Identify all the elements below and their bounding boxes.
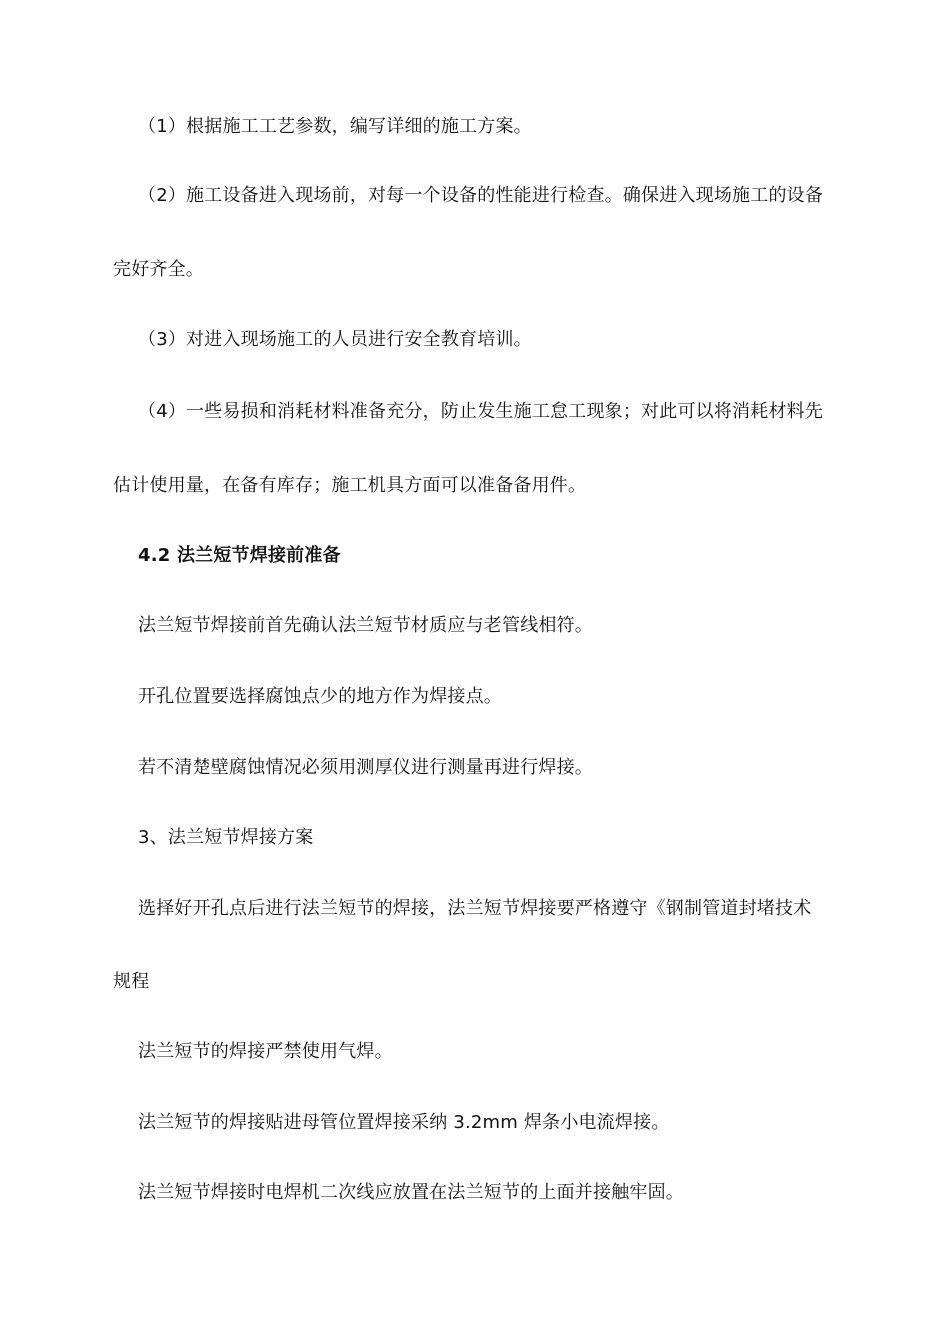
paragraph-item-3: （3）对进入现场施工的人员进行安全教育培训。	[138, 329, 532, 350]
paragraph-electrode-welding: 法兰短节的焊接贴进母管位置焊接采纳 3.2mm 焊条小电流焊接。	[138, 1112, 670, 1133]
paragraph-welding-standard-line-1: 选择好开孔点后进行法兰短节的焊接，法兰短节焊接要严格遵守《钢制管道封堵技术	[138, 898, 812, 919]
paragraph-hole-position: 开孔位置要选择腐蚀点少的地方作为焊接点。	[138, 686, 502, 707]
paragraph-thickness-measure: 若不清楚壁腐蚀情况必须用测厚仪进行测量再进行焊接。	[138, 757, 593, 778]
subsection-heading: 3、法兰短节焊接方案	[138, 827, 314, 848]
paragraph-item-4-line-2: 估计使用量，在备有库存；施工机具方面可以准备备用件。	[113, 475, 587, 496]
section-heading: 4.2 法兰短节焊接前准备	[138, 545, 341, 566]
paragraph-no-gas-welding: 法兰短节的焊接严禁使用气焊。	[138, 1041, 393, 1062]
paragraph-item-4-line-1: （4）一些易损和消耗材料准备充分，防止发生施工怠工现象；对此可以将消耗材料先	[138, 401, 824, 422]
paragraph-secondary-cable: 法兰短节焊接时电焊机二次线应放置在法兰短节的上面并接触牢固。	[138, 1182, 684, 1203]
paragraph-item-1: （1）根据施工工艺参数，编写详细的施工方案。	[138, 116, 532, 137]
paragraph-item-2-line-2: 完好齐全。	[113, 259, 204, 280]
paragraph-item-2-line-1: （2）施工设备进入现场前，对每一个设备的性能进行检查。确保进入现场施工的设备	[138, 185, 824, 206]
paragraph-welding-standard-line-2: 规程	[113, 971, 150, 992]
paragraph-material-check: 法兰短节焊接前首先确认法兰短节材质应与老管线相符。	[138, 615, 593, 636]
